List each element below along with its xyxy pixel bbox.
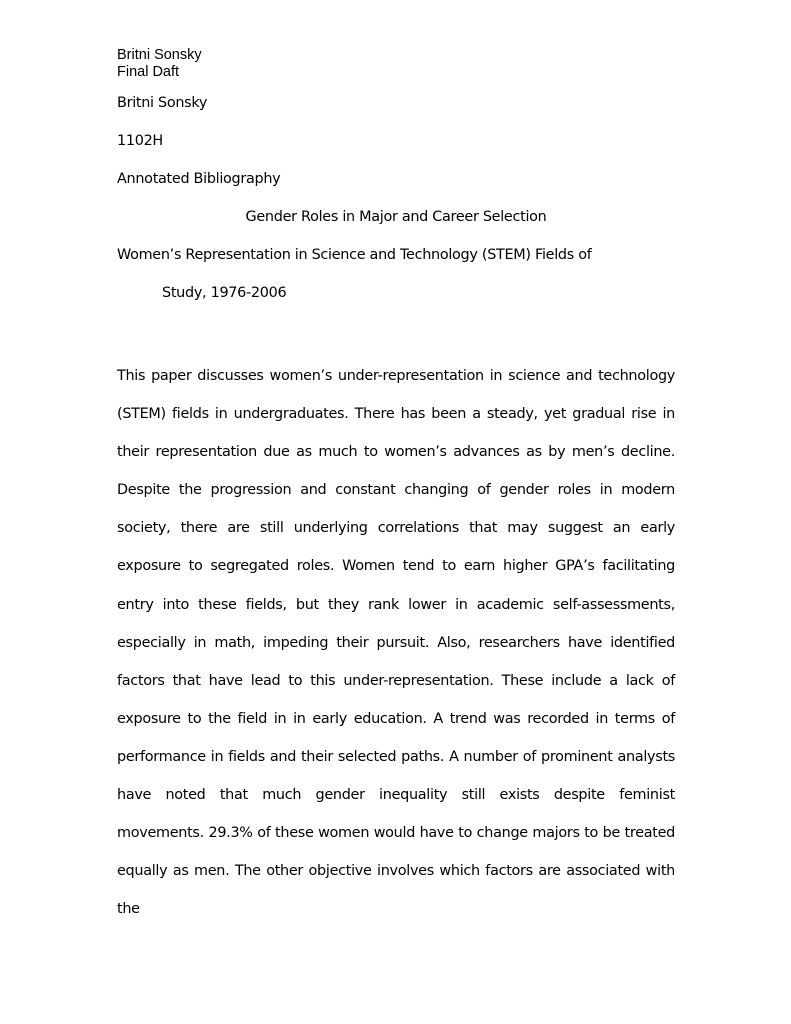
assignment-line: Annotated Bibliography	[117, 171, 281, 187]
course-line: 1102H	[117, 133, 163, 149]
draft-label: Final Daft	[117, 64, 180, 80]
page-title: Gender Roles in Major and Career Selection	[245, 209, 547, 225]
header-note	[117, 47, 202, 81]
header-author: Britni Sonsky	[117, 47, 202, 63]
source-title-line-2: Study, 1976-2006	[162, 285, 287, 301]
annotation-paragraph: This paper discusses women’s under-representation in science and technology (STEM) fields in undergraduates. There has been a steady, yet gradual rise in their representation due as much to women’s advances as by men’s decline. Despite the progression and constant changing of gender roles in modern society, there are still underlying correlations that may suggest an early exposure to segregated roles. Women tend to earn higher GPA’s facilitating entry into these fields, but they rank lower in academic self-assessments, especially in math, impeding their pursuit. Also, researchers have identified factors that have lead to this under-representation. These include a lack of exposure to the field in in early education. A trend was recorded in terms of performance in fields and their selected paths. A number of prominent analysts have noted that much gender inequality still exists despite feminist movements. 29.3% of these women would have to change majors to be treated equally as men. The other objective involves which factors are associated with the	[117, 368, 675, 918]
source-title-line-1: Women’s Representation in Science and Technology (STEM) Fields of	[117, 247, 592, 263]
author-line: Britni Sonsky	[117, 95, 208, 111]
